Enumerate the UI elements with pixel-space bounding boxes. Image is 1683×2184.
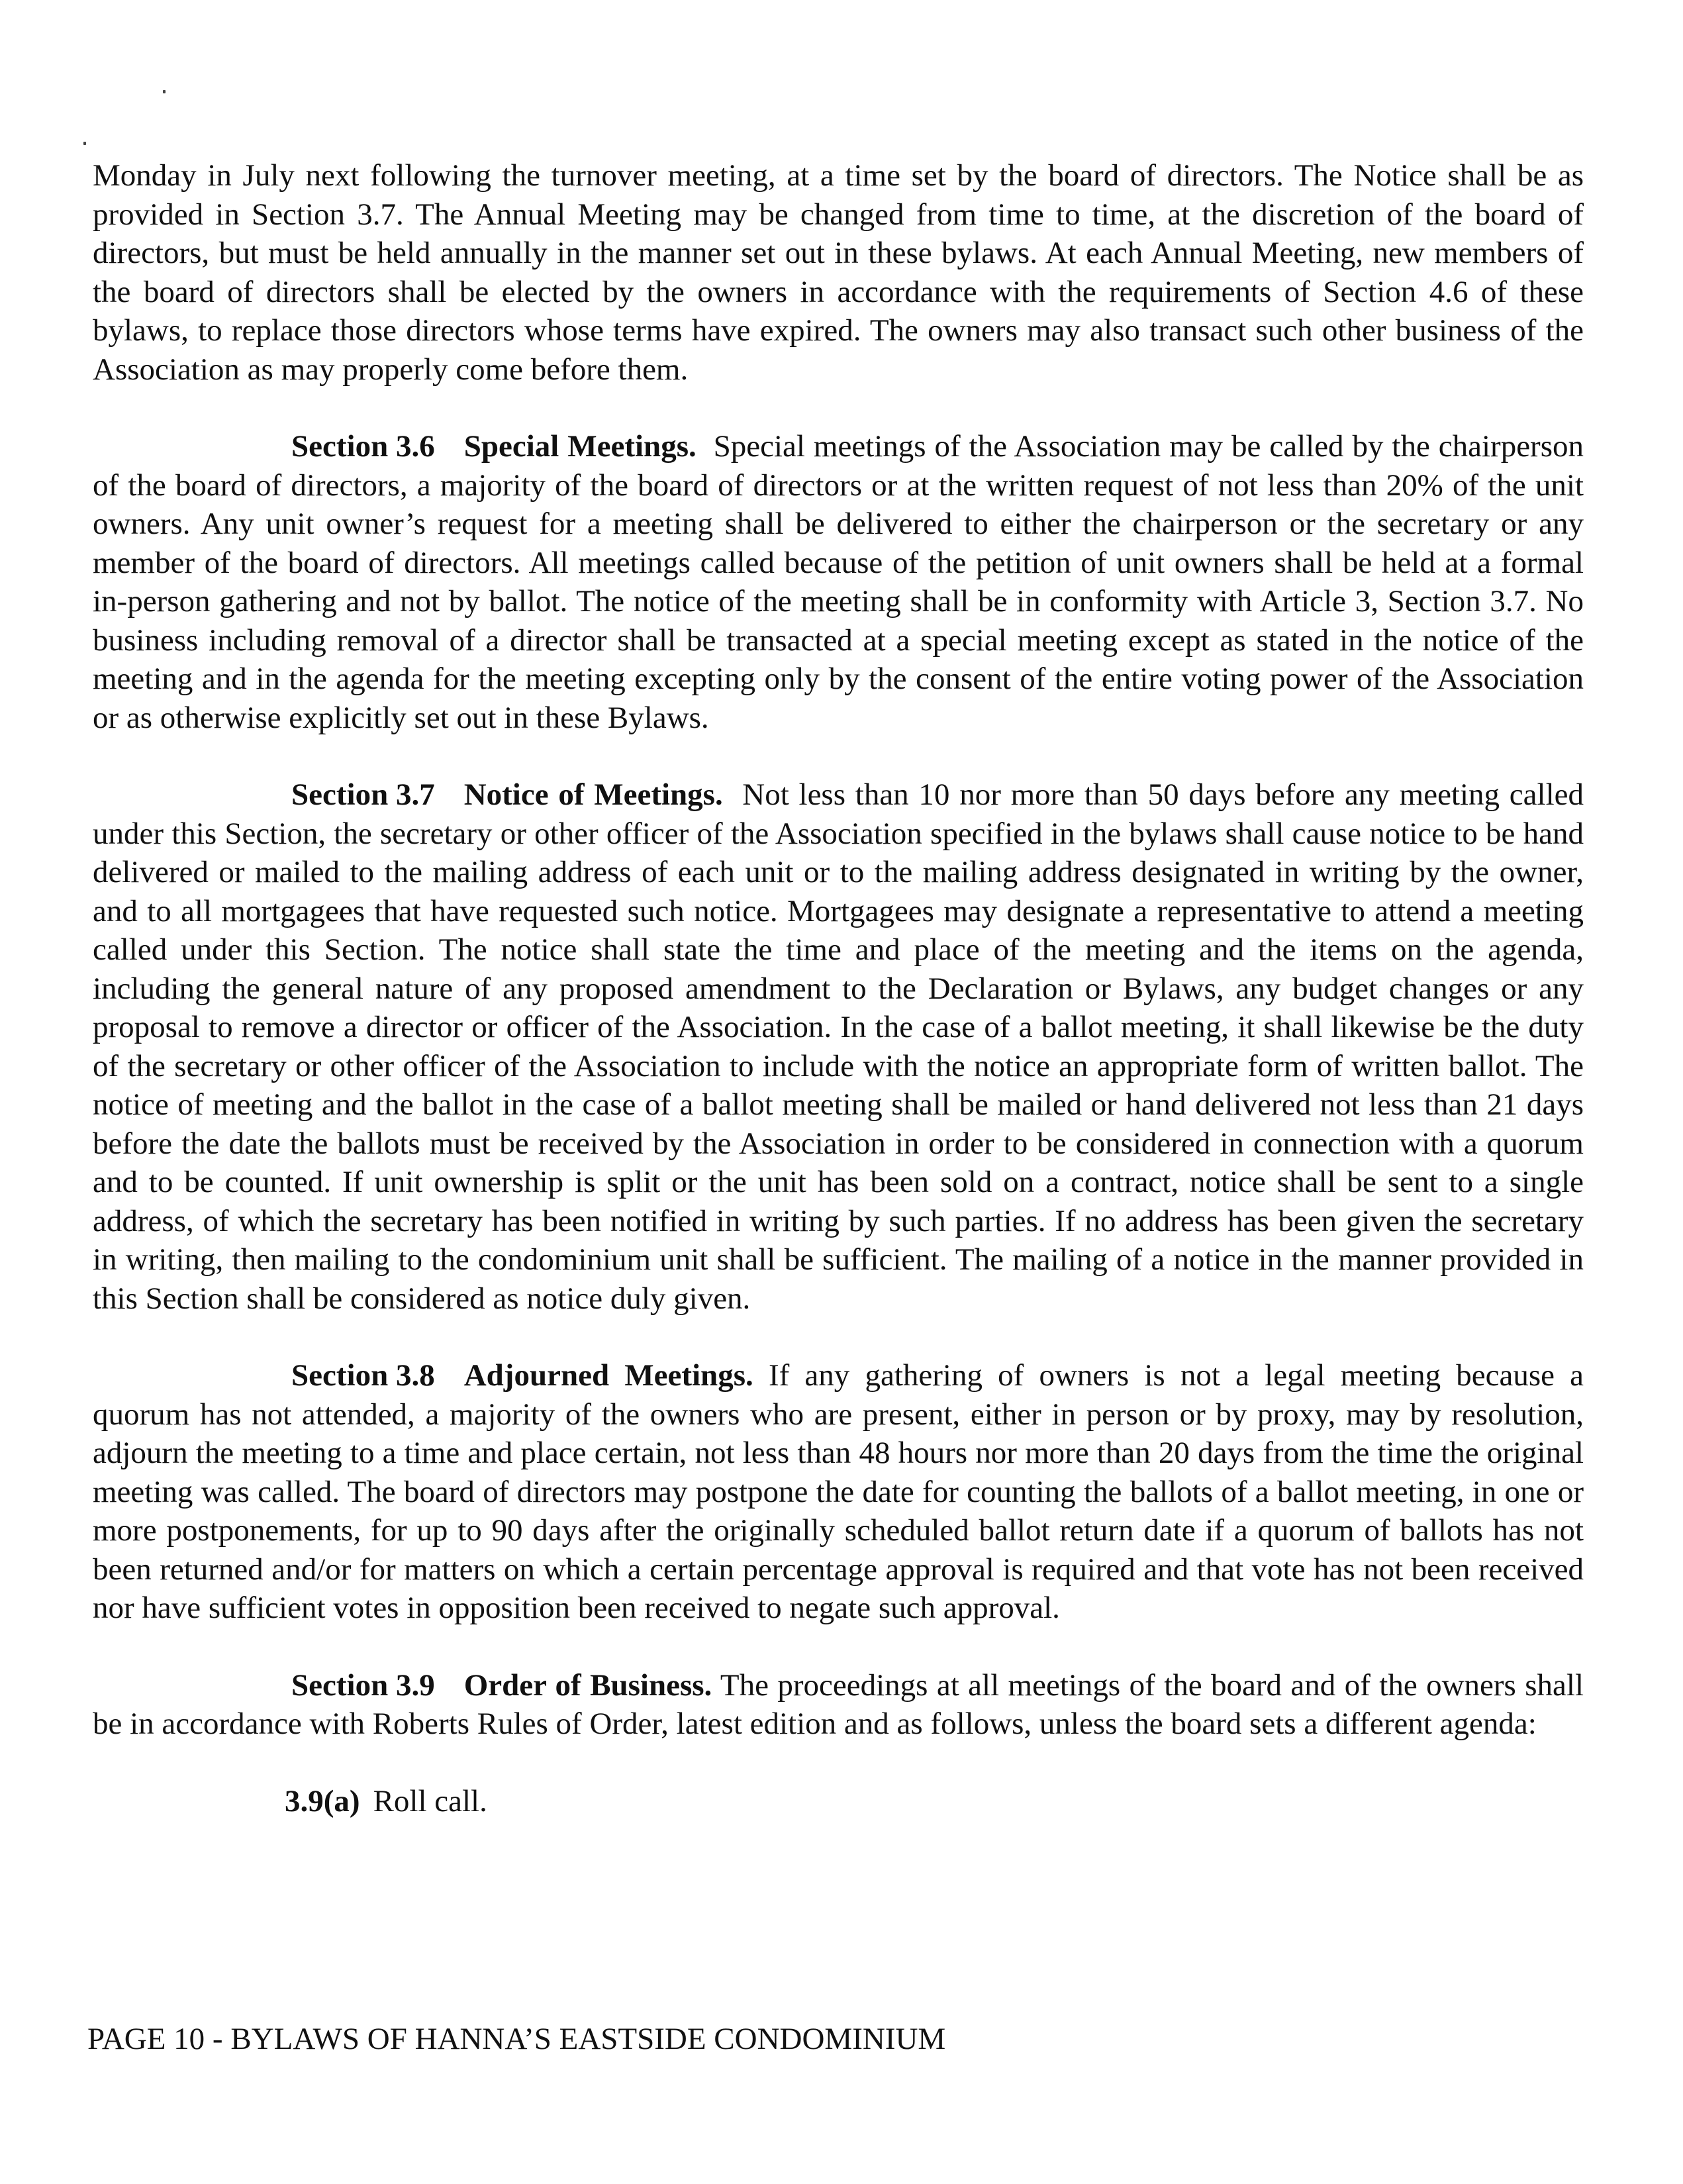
section-number: Section 3.6 [291,429,435,464]
scan-speck [83,142,86,145]
section-number: Section 3.7 [291,777,435,812]
subitem-text: Roll call. [373,1783,487,1818]
section-number: Section 3.8 [291,1358,435,1393]
document-body [93,156,1584,1859]
subitem-number: 3.9(a) [285,1783,360,1818]
section-3-9 [93,1666,1584,1744]
scan-speck [163,90,166,93]
opening-paragraph: Monday in July next following the turnover meeting, at a time set by the board of directors. The Notice shall be as provided in Section 3.7. The Annual Meeting may be changed from time to time, at the discretion of the board of directors, but must be held annually in the manner set out in these bylaws. At each Annual Meeting, new members of the board of directors shall be elected by the owners in accordance with the requirements of Section 4.6 of these bylaws, to replace those directors whose terms have expired. The owners may also transact such other business of the Association as may properly come before them. [93,158,1584,387]
section-title: Order of Business. [463,1667,712,1703]
page-footer: PAGE 10 - BYLAWS OF HANNA’S EASTSIDE CONDOMINIUM [87,2022,946,2056]
section-body: If any gathering of owners is not a legal meeting because a quorum has not attended, a majority of the owners who are present, either in person or by proxy, may by resolution, adjourn the meeting to a time and place certain, not less than 48 hours nor more than 20 days from the time the original meeting was called. The board of directors may postpone the date for counting the ballots of a ballot meeting, in one or more postponements, for up to 90 days after the originally scheduled ballot return date if a quorum of ballots has not been returned and/or for matters on which a certain percentage approval is required and that vote has not been received nor have sufficient votes in opposition been received to negate such approval. [93,1358,1584,1625]
section-number: Section 3.9 [291,1667,435,1703]
section-title: Notice of Meetings. [463,777,723,812]
section-3-7 [93,775,1584,1318]
section-body: Special meetings of the Association may be called by the chairperson of the board of directors, a majority of the board of directors or at the written request of not less than 20% of the unit owners. Any unit owner’s request for a meeting shall be delivered to either the chairperson or the secretary or any member of the board of directors. All meetings called because of the petition of unit owners shall be held at a formal in-person gathering and not by ballot. The notice of the meeting shall be in conformity with Article 3, Section 3.7. No business including removal of a director shall be transacted at a special meeting except as stated in the notice of the meeting and in the agenda for the meeting excepting only by the consent of the entire voting power of the Association or as otherwise explicitly set out in these Bylaws. [93,429,1584,735]
section-title: Adjourned Meetings. [463,1358,753,1393]
section-3-8 [93,1356,1584,1628]
section-title: Special Meetings. [463,429,697,464]
section-3-6 [93,427,1584,737]
subitem-3-9-a [93,1782,1584,1821]
section-body: Not less than 10 nor more than 50 days before any meeting called under this Section, the secretary or other officer of the Association specified in the bylaws shall cause notice to be hand delivered or mailed to the mailing address of each unit or to the mailing address designated in writing by the owner, and to all mortgagees that have requested such notice. Mortgagees may designate a representative to attend a meeting called under this Section. The notice shall state the time and place of the meeting and the items on the agenda, including the general nature of any proposed amendment to the Declaration or Bylaws, any budget changes or any proposal to remove a director or officer of the Association. In the case of a ballot meeting, it shall likewise be the duty of the secretary or other officer of the Association to include with the notice an appropriate form of written ballot. The notice of meeting and the ballot in the case of a ballot meeting shall be mailed or hand delivered not less than 21 days before the date the ballots must be received by the Association in order to be considered in connection with a quorum and to be counted. If unit ownership is split or the unit has been sold on a contract, notice shall be sent to a single address, of which the secretary has been notified in writing by such parties. If no address has been given the secretary in writing, then mailing to the condominium unit shall be sufficient. The mailing of a notice in the manner provided in this Section shall be considered as notice duly given. [93,777,1584,1316]
section-body: The proceedings at all meetings of the board and of the owners shall be in accordance with Roberts Rules of Order, latest edition and as follows, unless the board sets a different agenda: [93,1667,1584,1741]
